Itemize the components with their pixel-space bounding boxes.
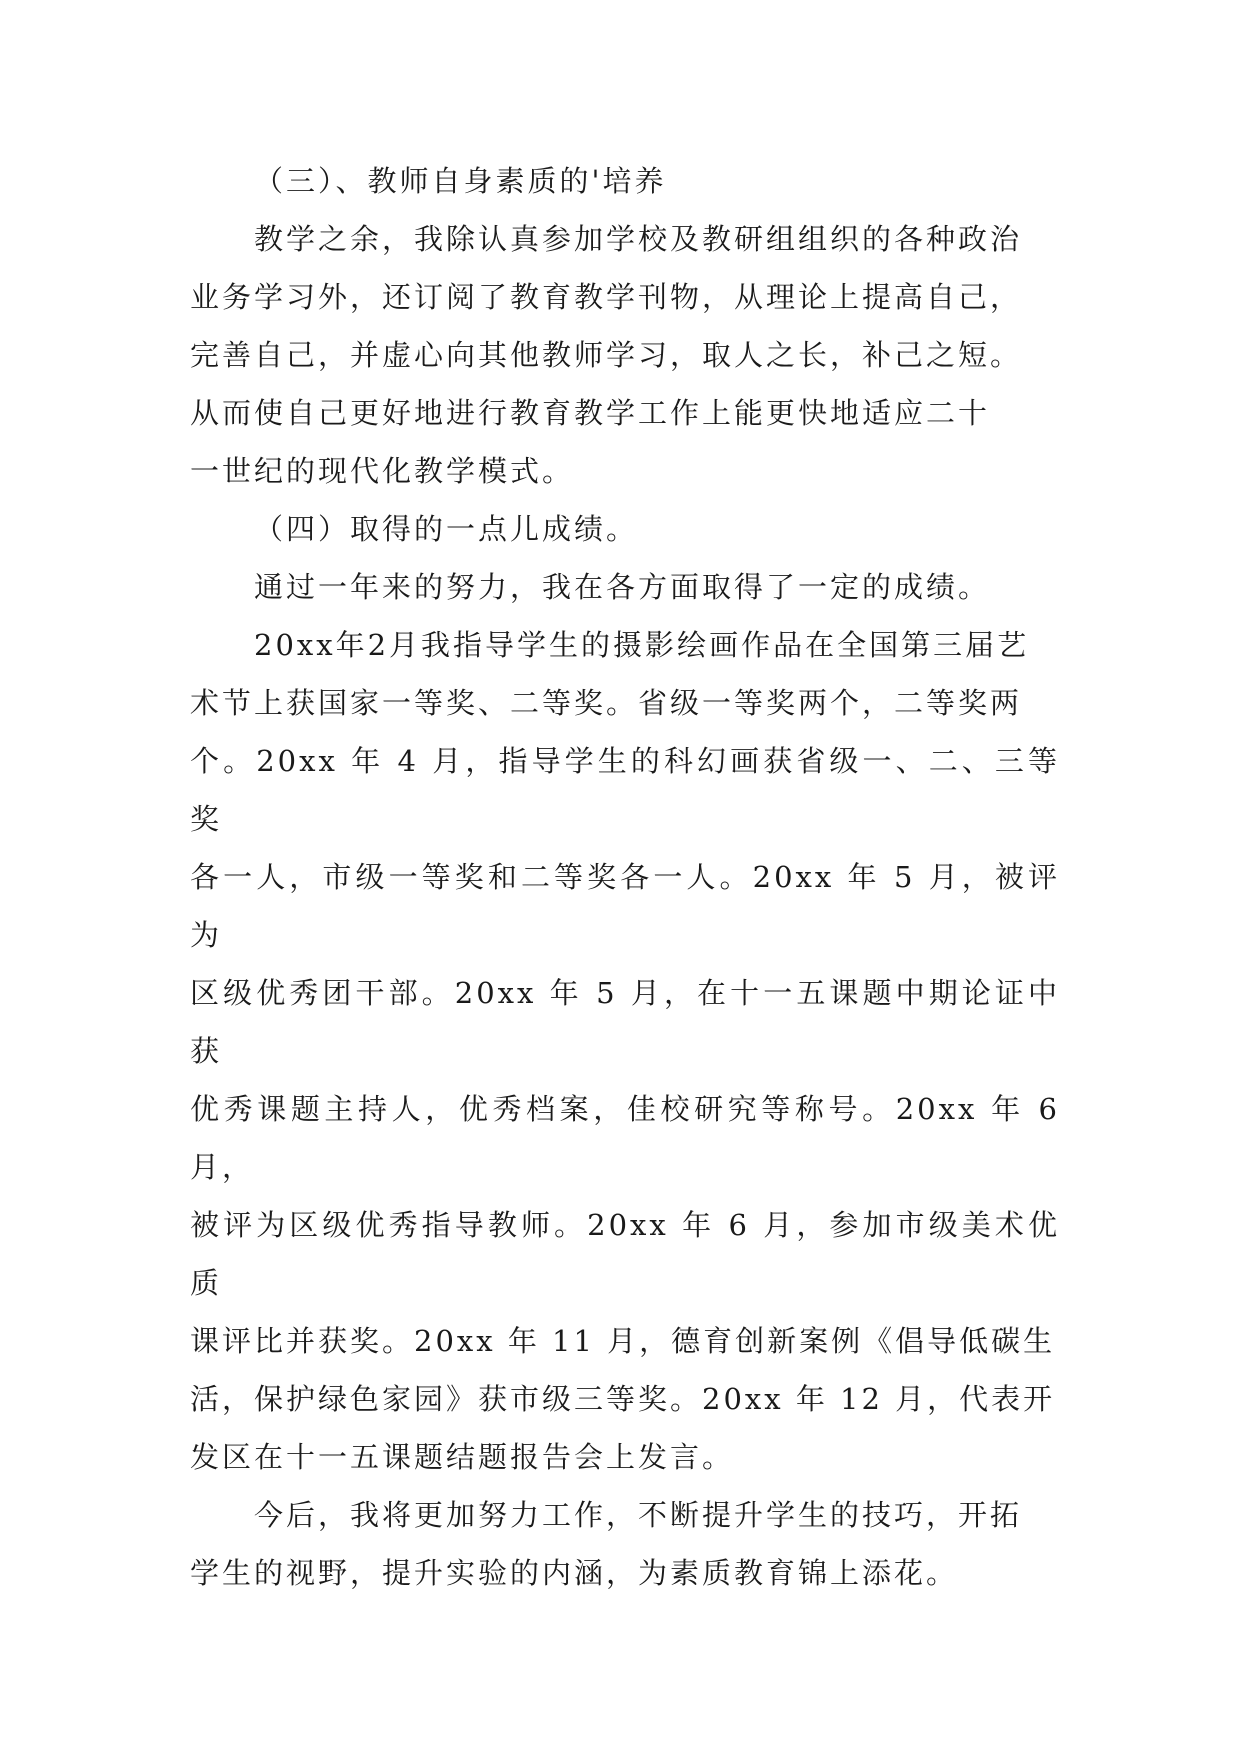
document-body xyxy=(190,152,1060,1602)
text-line: 今后，我将更加努力工作，不断提升学生的技巧，开拓 xyxy=(254,1498,1023,1532)
text-line: 业务学习外，还订阅了教育教学刊物，从理论上提高自己， xyxy=(190,280,1023,314)
text-line: 各一人，市级一等奖和二等奖各一人。20xx 年 5 月，被评为 xyxy=(190,860,1060,952)
paragraph-intro xyxy=(190,558,1060,616)
text-line: （三）、教师自身素质的'培养 xyxy=(254,164,667,198)
text-line: 学生的视野，提升实验的内涵，为素质教育锦上添花。 xyxy=(190,1556,959,1590)
text-line: （四）取得的一点儿成绩。 xyxy=(254,512,639,546)
text-line: 区级优秀团干部。20xx 年 5 月，在十一五课题中期论证中获 xyxy=(190,976,1060,1068)
text-line: 20xx年2月我指导学生的摄影绘画作品在全国第三届艺 xyxy=(254,628,1030,662)
text-line: 术节上获国家一等奖、二等奖。省级一等奖两个，二等奖两 xyxy=(190,686,1023,720)
paragraph-achievements xyxy=(190,616,1060,1486)
paragraph-future xyxy=(190,1486,1060,1602)
text-line: 优秀课题主持人，优秀档案，佳校研究等称号。20xx 年 6 月， xyxy=(190,1092,1060,1184)
text-line: 个。20xx 年 4 月，指导学生的科幻画获省级一、二、三等奖 xyxy=(190,744,1060,836)
text-line: 通过一年来的努力，我在各方面取得了一定的成绩。 xyxy=(254,570,991,604)
section-heading-achievements xyxy=(190,500,1060,558)
text-line: 完善自己，并虚心向其他教师学习，取人之长，补己之短。 xyxy=(190,338,1023,372)
paragraph-study xyxy=(190,210,1060,500)
section-heading-teacher-quality xyxy=(190,152,1060,210)
text-line: 发区在十一五课题结题报告会上发言。 xyxy=(190,1440,735,1474)
text-line: 从而使自己更好地进行教育教学工作上能更快地适应二十 xyxy=(190,396,991,430)
text-line: 教学之余，我除认真参加学校及教研组组织的各种政治 xyxy=(254,222,1023,256)
text-line: 活，保护绿色家园》获市级三等奖。20xx 年 12 月，代表开 xyxy=(190,1382,1056,1416)
text-line: 被评为区级优秀指导教师。20xx 年 6 月，参加市级美术优质 xyxy=(190,1208,1060,1300)
text-line: 课评比并获奖。20xx 年 11 月，德育创新案例《倡导低碳生 xyxy=(190,1324,1056,1358)
text-line: 一世纪的现代化教学模式。 xyxy=(190,454,575,488)
